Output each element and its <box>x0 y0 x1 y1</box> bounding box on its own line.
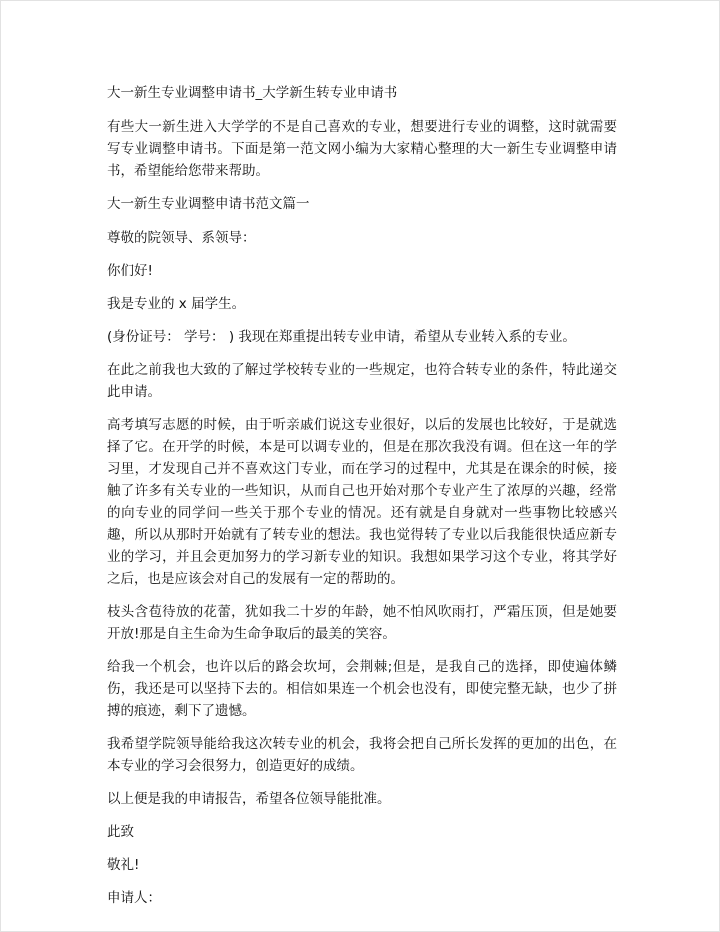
closing-line: 此致 <box>107 824 134 840</box>
greeting: 你们好! <box>107 263 153 279</box>
closing-salute: 敬礼! <box>107 857 140 873</box>
body-paragraph: 枝头含苞待放的花蕾，犹如我二十岁的年龄，她不怕风吹雨打，严霜压顶，但是她要开放!那是自主生命为生命争取后的最美的笑容。 <box>107 604 617 642</box>
body-paragraph: (身份证号： 学号： ) 我现在郑重提出转专业申请，希望从专业转入系的专业。 <box>107 329 576 345</box>
intro-paragraph: 有些大一新生进入大学学的不是自己喜欢的专业，想要进行专业的调整，这时就需要写专业调整申请书。下面是第一范文网小编为大家精心整理的大一新生专业调整申请书，希望能给您带来帮助。 <box>107 119 617 179</box>
body-paragraph: 以上便是我的申请报告，希望各位领导能批准。 <box>107 791 391 807</box>
body-paragraph: 我是专业的 x 届学生。 <box>107 296 246 312</box>
body-paragraph: 在此之前我也大致的了解过学校转专业的一些规定，也符合转专业的条件，特此递交此申请。 <box>107 362 617 400</box>
body-paragraph: 我希望学院领导能给我这次转专业的机会，我将会把自己所长发挥的更加的出色，在本专业的学习会很努力，创造更好的成绩。 <box>107 736 617 774</box>
sample-heading: 大一新生专业调整申请书范文篇一 <box>107 196 310 212</box>
body-paragraph: 给我一个机会，也许以后的路会坎坷，会荆棘;但是，是我自己的选择，即使遍体鳞伤，我还是可以坚持下去的。相信如果连一个机会也没有，即使完整无缺，也少了拼搏的痕迹，剩下了遗憾。 <box>107 659 617 719</box>
salutation: 尊敬的院领导、系领导： <box>107 230 256 246</box>
document-body <box>107 82 617 920</box>
body-paragraph: 高考填写志愿的时候，由于听亲戚们说这专业很好，以后的发展也比较好，于是就选择了它。在开学的时候，本是可以调专业的，但是在那次我没有调。但在这一年的学习里，才发现自己并不喜欢这门专业，而在学习的过程中，尤其是在课余的时候，接触了许多有关专业的一些知识，从而自己也开始对那个专业产生了浓厚的兴趣，经常的向专业的同学问一些关于那个专业的情况。还有就是自身就对一些事物比较感兴趣，所以从那时开始就有了转专业的想法。我也觉得转了专业以后我能很快适应新专业的学习，并且会更加努力的学习新专业的知识。我想如果学习这个专业，将其学好之后，也是应该会对自己的发展有一定的帮助的。 <box>107 417 617 587</box>
applicant-label: 申请人： <box>107 890 161 906</box>
document-title: 大一新生专业调整申请书_大学新生转专业申请书 <box>107 85 398 101</box>
